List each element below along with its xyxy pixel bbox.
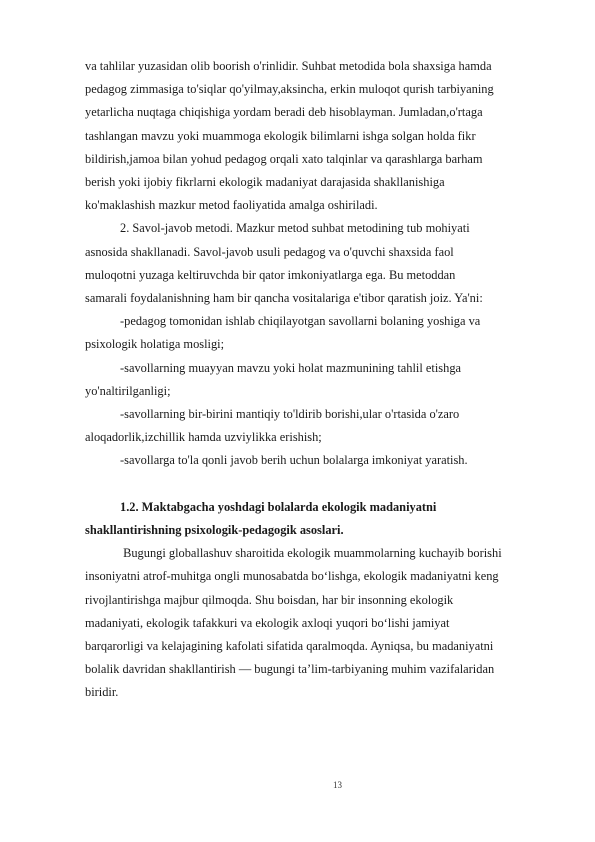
text-line: berish yoki ijobiy fikrlarni ekologik madaniyat darajasida shakllanishiga (85, 175, 445, 190)
text-line: bolalik davridan shakllantirish — bugungi ta’lim-tarbiyaning muhim vazifalaridan (85, 662, 495, 677)
heading-line: shakllantirishning psixologik-pedagogik asoslari. (85, 523, 344, 538)
list-item (85, 357, 555, 403)
text-line: Bugungi globallashuv sharoitida ekologik muammolarning kuchayib borishi (120, 546, 502, 561)
text-line: asnosida shakllanadi. Savol-javob usuli pedagog va o'quvchi shaxsida faol (85, 244, 454, 259)
heading-line: 1.2. Maktabgacha yoshdagi bolalarda ekologik madaniyatni (120, 499, 437, 514)
text-line: ko'maklashish mazkur metod faoliyatida amalga oshiriladi. (85, 198, 378, 213)
page-body (85, 55, 555, 705)
text-line: barqarorligi va kelajagining kafolati sifatida qaralmoqda. Ayniqsa, bu madaniyatni (85, 639, 494, 654)
text-line: -pedagog tomonidan ishlab chiqilayotgan savollarni bolaning yoshiga va (120, 314, 481, 329)
list-item (85, 449, 555, 472)
section-heading (85, 496, 555, 542)
text-line: -savollarga to'la qonli javob berih uchun bolalarga imkoniyat yaratish. (120, 453, 468, 468)
paragraph-suhbat-metodi (85, 55, 555, 217)
list-item (85, 310, 555, 356)
text-line: rivojlantirishga majbur qilmoqda. Shu boisdan, har bir insonning ekologik (85, 592, 454, 607)
paragraph-savol-javob-metodi (85, 217, 555, 310)
text-line: samarali foydalanishning ham bir qancha vositalariga e'tibor qaratish joiz. Ya'ni: (85, 291, 483, 306)
paragraph-globallashuv (85, 542, 555, 704)
text-line: madaniyati, ekologik tafakkuri va ekologik axloqi yuqori bo‘lishi jamiyat (85, 615, 450, 630)
text-line: yetarlicha nuqtaga chiqishiga yordam beradi deb hisoblayman. Jumladan,o'rtaga (85, 105, 483, 120)
list-item (85, 403, 555, 449)
text-line: aloqadorlik,izchillik hamda uzviylikka erishish; (85, 430, 322, 445)
text-line: psixologik holatiga mosligi; (85, 337, 225, 352)
page-number: 13 (333, 780, 342, 790)
text-line: muloqotni yuzaga keltiruvchda bir qator imkoniyatlarga ega. Bu metoddan (85, 267, 456, 282)
text-line: bildirish,jamoa bilan yohud pedagog orqali xato talqinlar va qarashlarga barham (85, 151, 483, 166)
text-line: insoniyatni atrof-muhitga ongli munosabatda bo‘lishga, ekologik madaniyatni keng (85, 569, 499, 584)
text-line: -savollarning bir-birini mantiqiy to'ldirib borishi,ular o'rtasida o'zaro (120, 407, 460, 422)
text-line: tashlangan mavzu yoki muammoga ekologik bilimlarni ishga solgan holda fikr (85, 128, 476, 143)
text-line: pedagog zimmasiga to'siqlar qo'yilmay,aksincha, erkin muloqot qurish tarbiyaning (85, 82, 494, 97)
text-line: yo'naltirilganligi; (85, 383, 171, 398)
text-line: -savollarning muayyan mavzu yoki holat mazmunining tahlil etishga (120, 360, 462, 375)
text-line: biridir. (85, 685, 119, 700)
text-line: 2. Savol-javob metodi. Mazkur metod suhbat metodining tub mohiyati (120, 221, 470, 236)
text-line: va tahlilar yuzasidan olib boorish o'rinlidir. Suhbat metodida bola shaxsiga hamda (85, 59, 492, 73)
blank-line (85, 473, 555, 496)
